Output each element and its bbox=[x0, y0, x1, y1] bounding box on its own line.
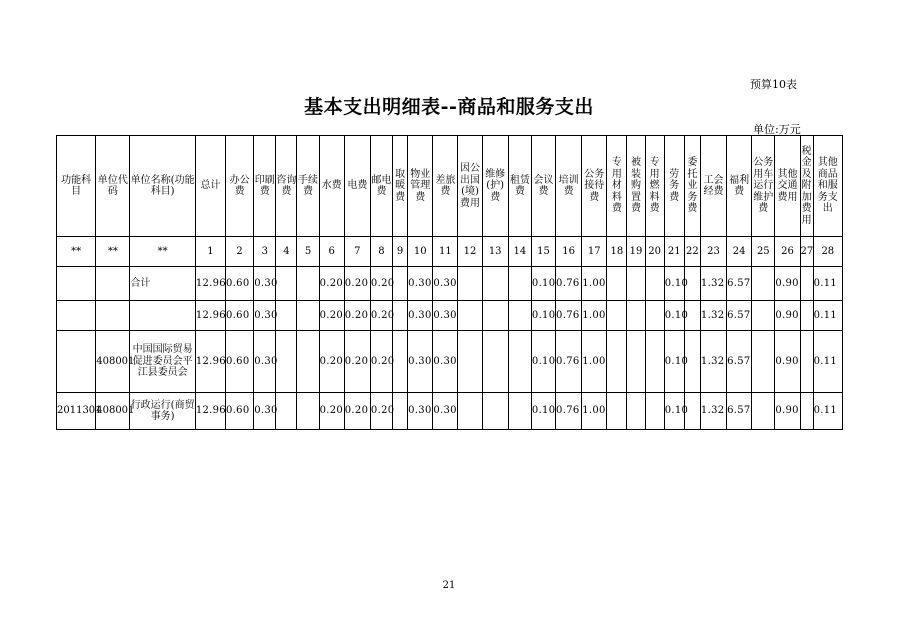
table-cell bbox=[96, 301, 130, 331]
table-cell: 1.32 bbox=[700, 393, 726, 430]
unit-label: 单位:万元 bbox=[753, 123, 801, 136]
table-cell: 0.20 bbox=[319, 301, 344, 331]
table-cell: 0.20 bbox=[344, 267, 370, 301]
table-cell: 0.90 bbox=[775, 393, 800, 430]
page-number: 21 bbox=[442, 580, 456, 591]
table-cell bbox=[458, 267, 482, 301]
column-header: 单位名称(功能科目) bbox=[130, 136, 195, 237]
expense-detail-table bbox=[56, 135, 843, 430]
budget-table-number: 预算10表 bbox=[750, 78, 797, 91]
column-header: 会议费 bbox=[531, 136, 555, 237]
table-row bbox=[57, 393, 843, 430]
table-cell bbox=[482, 393, 508, 430]
column-index-cell: 11 bbox=[433, 237, 458, 267]
table-cell bbox=[393, 301, 408, 331]
table-cell: 0.90 bbox=[775, 267, 800, 301]
column-index-cell: 26 bbox=[775, 237, 800, 267]
table-cell: 12.96 bbox=[195, 267, 225, 301]
table-cell bbox=[607, 393, 627, 430]
table-cell: 0.60 bbox=[226, 301, 254, 331]
table-cell: 合计 bbox=[130, 267, 195, 301]
table-cell: 408001 bbox=[96, 393, 130, 430]
table-cell: 1.00 bbox=[582, 301, 607, 331]
table-cell: 0.30 bbox=[433, 393, 458, 430]
column-header: 维修(护)费 bbox=[482, 136, 508, 237]
column-index-cell: 5 bbox=[297, 237, 319, 267]
table-cell bbox=[96, 267, 130, 301]
table-cell: 0.10 bbox=[664, 393, 684, 430]
table-cell: 0.20 bbox=[319, 267, 344, 301]
table-cell bbox=[800, 331, 813, 393]
column-index-cell: 4 bbox=[276, 237, 297, 267]
table-cell: 0.30 bbox=[433, 331, 458, 393]
column-header: 培训费 bbox=[556, 136, 582, 237]
table-cell: 0.30 bbox=[408, 393, 433, 430]
column-index-cell: ** bbox=[57, 237, 96, 267]
table-cell bbox=[752, 267, 775, 301]
column-header: 咨询费 bbox=[276, 136, 297, 237]
table-cell: 0.30 bbox=[254, 331, 276, 393]
table-cell: 0.11 bbox=[813, 331, 842, 393]
table-header-row bbox=[57, 136, 843, 237]
table-cell: 12.96 bbox=[195, 393, 225, 430]
table-cell: 0.11 bbox=[813, 267, 842, 301]
table-cell: 0.10 bbox=[531, 393, 555, 430]
table-cell bbox=[508, 331, 531, 393]
column-header: 税金及附加费用 bbox=[800, 136, 813, 237]
table-cell bbox=[800, 301, 813, 331]
column-index-cell: 10 bbox=[408, 237, 433, 267]
table-cell: 0.10 bbox=[531, 301, 555, 331]
table-cell bbox=[458, 301, 482, 331]
table-cell: 0.10 bbox=[531, 267, 555, 301]
table-cell: 6.57 bbox=[727, 393, 752, 430]
table-cell: 0.30 bbox=[408, 301, 433, 331]
column-index-cell: 1 bbox=[195, 237, 225, 267]
table-cell: 6.57 bbox=[727, 267, 752, 301]
table-cell bbox=[645, 301, 664, 331]
table-cell: 0.90 bbox=[775, 331, 800, 393]
table-cell bbox=[645, 331, 664, 393]
column-index-cell: 21 bbox=[664, 237, 684, 267]
table-cell: 0.60 bbox=[226, 267, 254, 301]
table-cell: 0.20 bbox=[370, 267, 392, 301]
column-index-cell: 20 bbox=[645, 237, 664, 267]
table-cell: 0.76 bbox=[556, 301, 582, 331]
table-cell: 0.10 bbox=[664, 267, 684, 301]
column-index-cell: 12 bbox=[458, 237, 482, 267]
table-cell: 0.76 bbox=[556, 331, 582, 393]
table-cell bbox=[627, 301, 645, 331]
column-header: 差旅费 bbox=[433, 136, 458, 237]
table-cell bbox=[130, 301, 195, 331]
table-cell: 12.96 bbox=[195, 301, 225, 331]
column-index-cell: 19 bbox=[627, 237, 645, 267]
table-cell bbox=[393, 393, 408, 430]
column-header: 公务用车运行维护费 bbox=[752, 136, 775, 237]
column-index-cell: 15 bbox=[531, 237, 555, 267]
column-index-cell: 3 bbox=[254, 237, 276, 267]
table-cell: 0.90 bbox=[775, 301, 800, 331]
table-cell: 0.10 bbox=[531, 331, 555, 393]
column-header: 水费 bbox=[319, 136, 344, 237]
table-cell: 行政运行(商贸事务) bbox=[130, 393, 195, 430]
column-index-cell: 28 bbox=[813, 237, 842, 267]
table-cell: 1.00 bbox=[582, 331, 607, 393]
column-header: 因公出国(境)费用 bbox=[458, 136, 482, 237]
table-cell bbox=[607, 267, 627, 301]
table-cell bbox=[482, 267, 508, 301]
table-cell bbox=[393, 331, 408, 393]
table-row bbox=[57, 267, 843, 301]
table-cell bbox=[393, 267, 408, 301]
column-header: 总计 bbox=[195, 136, 225, 237]
column-header: 其他商品和服务支出 bbox=[813, 136, 842, 237]
table-cell bbox=[297, 301, 319, 331]
column-index-cell: 14 bbox=[508, 237, 531, 267]
table-cell bbox=[607, 331, 627, 393]
column-index-cell: 16 bbox=[556, 237, 582, 267]
table-cell: 6.57 bbox=[727, 331, 752, 393]
table-cell bbox=[607, 301, 627, 331]
table-cell: 408001 bbox=[96, 331, 130, 393]
column-index-cell: 7 bbox=[344, 237, 370, 267]
table-cell: 0.30 bbox=[254, 301, 276, 331]
table-cell: 0.20 bbox=[344, 393, 370, 430]
table-cell: 0.30 bbox=[254, 393, 276, 430]
table-cell: 0.20 bbox=[344, 331, 370, 393]
column-index-cell: 13 bbox=[482, 237, 508, 267]
table-cell: 0.76 bbox=[556, 267, 582, 301]
table-cell: 中国国际贸易促进委员会平江县委员会 bbox=[130, 331, 195, 393]
table-cell bbox=[458, 331, 482, 393]
table-cell bbox=[508, 267, 531, 301]
column-header: 手续费 bbox=[297, 136, 319, 237]
column-header: 邮电费 bbox=[370, 136, 392, 237]
table-cell bbox=[57, 301, 96, 331]
column-header: 其他交通费用 bbox=[775, 136, 800, 237]
table-row bbox=[57, 301, 843, 331]
column-header: 福利费 bbox=[727, 136, 752, 237]
table-cell: 0.30 bbox=[408, 267, 433, 301]
table-cell bbox=[752, 393, 775, 430]
table-cell bbox=[627, 267, 645, 301]
column-index-cell: 18 bbox=[607, 237, 627, 267]
table-cell: 0.10 bbox=[664, 301, 684, 331]
column-header: 公务接待费 bbox=[582, 136, 607, 237]
column-index-cell: ** bbox=[130, 237, 195, 267]
table-cell: 0.30 bbox=[433, 267, 458, 301]
table-cell: 2011301 bbox=[57, 393, 96, 430]
table-row bbox=[57, 331, 843, 393]
table-cell bbox=[276, 393, 297, 430]
table-cell bbox=[800, 267, 813, 301]
column-index-cell: 22 bbox=[684, 237, 700, 267]
table-cell: 1.32 bbox=[700, 301, 726, 331]
column-index-cell: 6 bbox=[319, 237, 344, 267]
column-header: 办公费 bbox=[226, 136, 254, 237]
table-cell: 0.20 bbox=[319, 331, 344, 393]
table-cell: 0.20 bbox=[370, 331, 392, 393]
column-header: 印刷费 bbox=[254, 136, 276, 237]
table-cell: 1.32 bbox=[700, 331, 726, 393]
column-index-cell: 8 bbox=[370, 237, 392, 267]
table-cell: 1.00 bbox=[582, 393, 607, 430]
table-cell: 0.30 bbox=[254, 267, 276, 301]
column-index-cell: 9 bbox=[393, 237, 408, 267]
table-cell bbox=[482, 331, 508, 393]
table-cell: 1.00 bbox=[582, 267, 607, 301]
table-cell: 1.32 bbox=[700, 267, 726, 301]
table-cell: 0.11 bbox=[813, 301, 842, 331]
table-cell bbox=[297, 393, 319, 430]
column-header: 功能科目 bbox=[57, 136, 96, 237]
table-cell: 0.76 bbox=[556, 393, 582, 430]
page-title: 基本支出明细表--商品和服务支出 bbox=[304, 96, 594, 118]
table-cell: 0.20 bbox=[370, 301, 392, 331]
table-cell: 6.57 bbox=[727, 301, 752, 331]
table-cell bbox=[508, 301, 531, 331]
table-cell bbox=[752, 301, 775, 331]
table-cell: 0.11 bbox=[813, 393, 842, 430]
column-header: 物业管理费 bbox=[408, 136, 433, 237]
column-index-cell: 17 bbox=[582, 237, 607, 267]
column-index-cell: 27 bbox=[800, 237, 813, 267]
table-cell bbox=[276, 267, 297, 301]
table-cell: 0.20 bbox=[344, 301, 370, 331]
column-index-cell: 25 bbox=[752, 237, 775, 267]
table-cell bbox=[508, 393, 531, 430]
table-cell: 0.20 bbox=[319, 393, 344, 430]
table-cell bbox=[482, 301, 508, 331]
column-index-cell: 2 bbox=[226, 237, 254, 267]
table-cell: 12.96 bbox=[195, 331, 225, 393]
table-cell: 0.60 bbox=[226, 393, 254, 430]
table-cell bbox=[297, 331, 319, 393]
table-cell: 0.30 bbox=[408, 331, 433, 393]
column-header: 劳务费 bbox=[664, 136, 684, 237]
table-cell bbox=[297, 267, 319, 301]
column-header: 单位代码 bbox=[96, 136, 130, 237]
table-cell: 0.60 bbox=[226, 331, 254, 393]
table-cell bbox=[627, 331, 645, 393]
table-cell bbox=[458, 393, 482, 430]
column-header: 电费 bbox=[344, 136, 370, 237]
table-cell bbox=[627, 393, 645, 430]
table-cell: 0.30 bbox=[433, 301, 458, 331]
table-cell bbox=[276, 331, 297, 393]
table-cell bbox=[752, 331, 775, 393]
table-cell bbox=[800, 393, 813, 430]
column-header: 取暖费 bbox=[393, 136, 408, 237]
table-cell: 0.20 bbox=[370, 393, 392, 430]
table-cell bbox=[57, 331, 96, 393]
table-cell bbox=[645, 267, 664, 301]
column-header: 专用燃料费 bbox=[645, 136, 664, 237]
column-header: 租赁费 bbox=[508, 136, 531, 237]
column-header: 被装购置费 bbox=[627, 136, 645, 237]
table-cell: 0.10 bbox=[664, 331, 684, 393]
column-index-cell: 24 bbox=[727, 237, 752, 267]
column-header: 委托业务费 bbox=[684, 136, 700, 237]
table-cell bbox=[276, 301, 297, 331]
table-cell bbox=[57, 267, 96, 301]
column-index-cell: 23 bbox=[700, 237, 726, 267]
column-index-row bbox=[57, 237, 843, 267]
column-index-cell: ** bbox=[96, 237, 130, 267]
table-cell bbox=[645, 393, 664, 430]
column-header: 工会经费 bbox=[700, 136, 726, 237]
column-header: 专用材料费 bbox=[607, 136, 627, 237]
